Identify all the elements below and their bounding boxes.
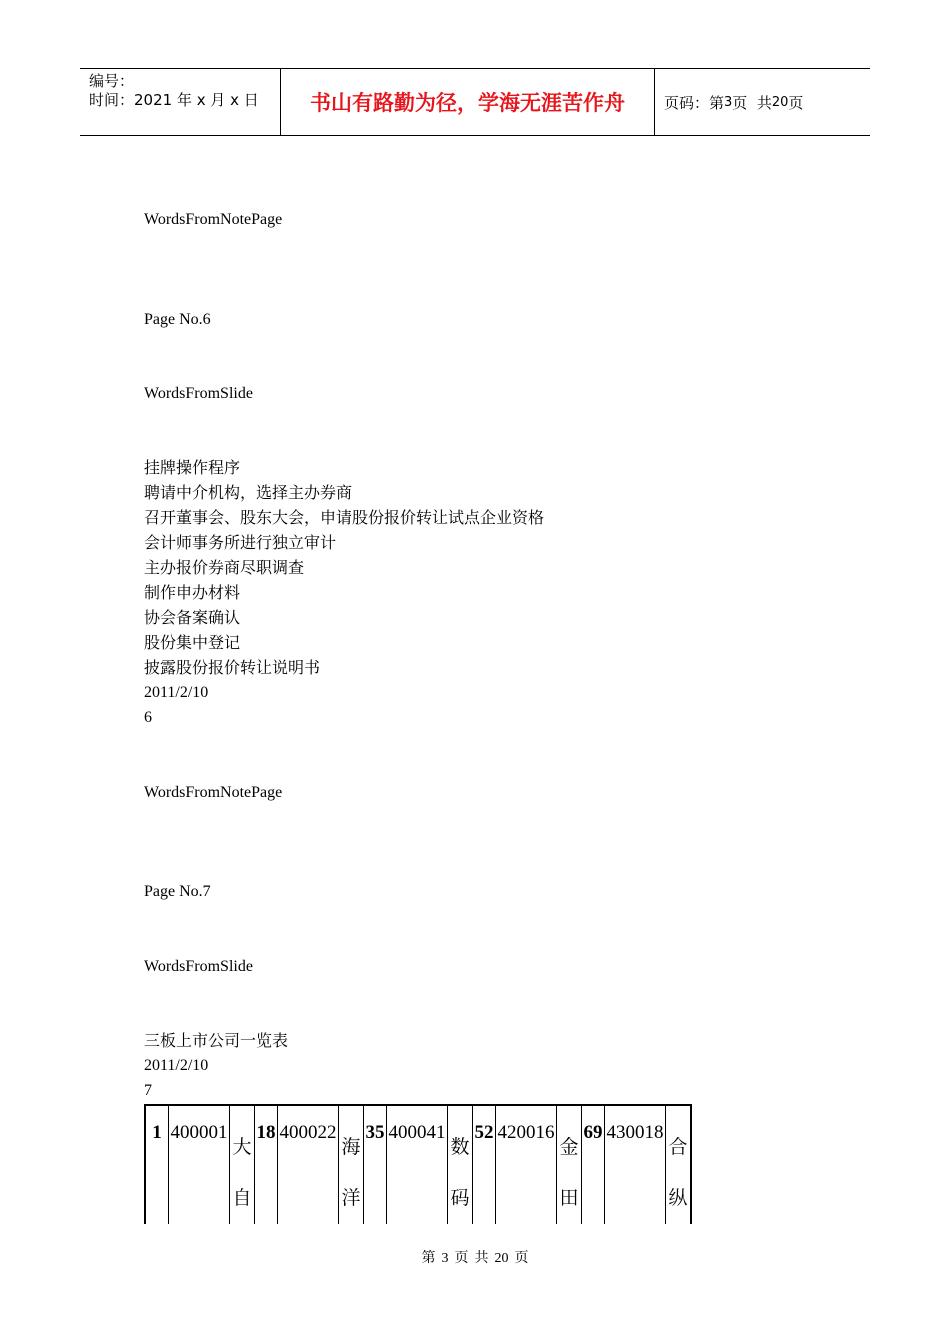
text-line: Page No.6 bbox=[144, 311, 211, 328]
row-number: 52 bbox=[473, 1105, 496, 1224]
stock-code: 400041 bbox=[387, 1105, 448, 1224]
text-line: WordsFromSlide bbox=[144, 958, 253, 975]
page-suffix: 页 bbox=[788, 93, 804, 112]
row-number: 35 bbox=[364, 1105, 387, 1224]
table-row bbox=[145, 1105, 691, 1224]
page-header bbox=[80, 68, 870, 136]
stock-code: 430018 bbox=[605, 1105, 666, 1224]
row-number: 18 bbox=[255, 1105, 278, 1224]
time-line: 时间：2021 年 x 月 x 日 bbox=[89, 91, 259, 109]
page-number: 3 bbox=[724, 94, 733, 110]
text-line: 6 bbox=[144, 709, 152, 726]
serial-label: 编号： bbox=[89, 72, 135, 90]
page-total: 20 bbox=[771, 94, 789, 110]
text-line: 制作申办材料 bbox=[144, 585, 241, 602]
footer-text: 共 bbox=[474, 1251, 489, 1266]
stock-code: 420016 bbox=[496, 1105, 557, 1224]
page-prefix: 页码：第 bbox=[664, 93, 725, 112]
text-line: 2011/2/10 bbox=[144, 684, 209, 701]
text-line: 2011/2/10 bbox=[144, 1057, 209, 1074]
footer-page-total: 20 bbox=[494, 1251, 509, 1266]
stock-code: 400022 bbox=[278, 1105, 339, 1224]
text-line: WordsFromSlide bbox=[144, 385, 253, 402]
company-name: 数 码 bbox=[448, 1105, 473, 1224]
company-name: 合 纵 bbox=[666, 1105, 692, 1224]
footer-text: 页 bbox=[514, 1251, 529, 1266]
company-name: 海 洋 bbox=[339, 1105, 364, 1224]
text-line: 会计师事务所进行独立审计 bbox=[144, 535, 337, 552]
company-name: 大 自 bbox=[230, 1105, 255, 1224]
text-line: Page No.7 bbox=[144, 883, 211, 900]
footer-text: 页 bbox=[454, 1251, 469, 1266]
text-line: 三板上市公司一览表 bbox=[144, 1033, 289, 1050]
header-motto: 书山有路勤为径，学海无涯苦作舟 bbox=[281, 69, 655, 135]
footer-page-number: 3 bbox=[441, 1251, 449, 1266]
text-line: 披露股份报价转让说明书 bbox=[144, 660, 321, 677]
text-line: 股份集中登记 bbox=[144, 635, 241, 652]
text-line: 挂牌操作程序 bbox=[144, 460, 241, 477]
text-line: 聘请中介机构，选择主办券商 bbox=[144, 485, 353, 502]
header-meta bbox=[80, 69, 281, 135]
stock-code: 400001 bbox=[169, 1105, 230, 1224]
text-line: WordsFromNotePage bbox=[144, 211, 283, 228]
company-name: 金 田 bbox=[557, 1105, 582, 1224]
header-page-info bbox=[655, 69, 870, 135]
text-line: 7 bbox=[144, 1082, 152, 1099]
text-line: 主办报价券商尽职调查 bbox=[144, 560, 305, 577]
text-line: 协会备案确认 bbox=[144, 610, 241, 627]
page-footer bbox=[0, 1247, 950, 1267]
footer-text: 第 bbox=[421, 1251, 436, 1266]
row-number: 69 bbox=[582, 1105, 605, 1224]
text-line: 召开董事会、股东大会，申请股份报价转让试点企业资格 bbox=[144, 510, 545, 527]
company-table bbox=[144, 1104, 692, 1224]
text-line: WordsFromNotePage bbox=[144, 784, 283, 801]
page-mid: 页 共 bbox=[732, 93, 772, 112]
row-number: 1 bbox=[145, 1105, 169, 1224]
